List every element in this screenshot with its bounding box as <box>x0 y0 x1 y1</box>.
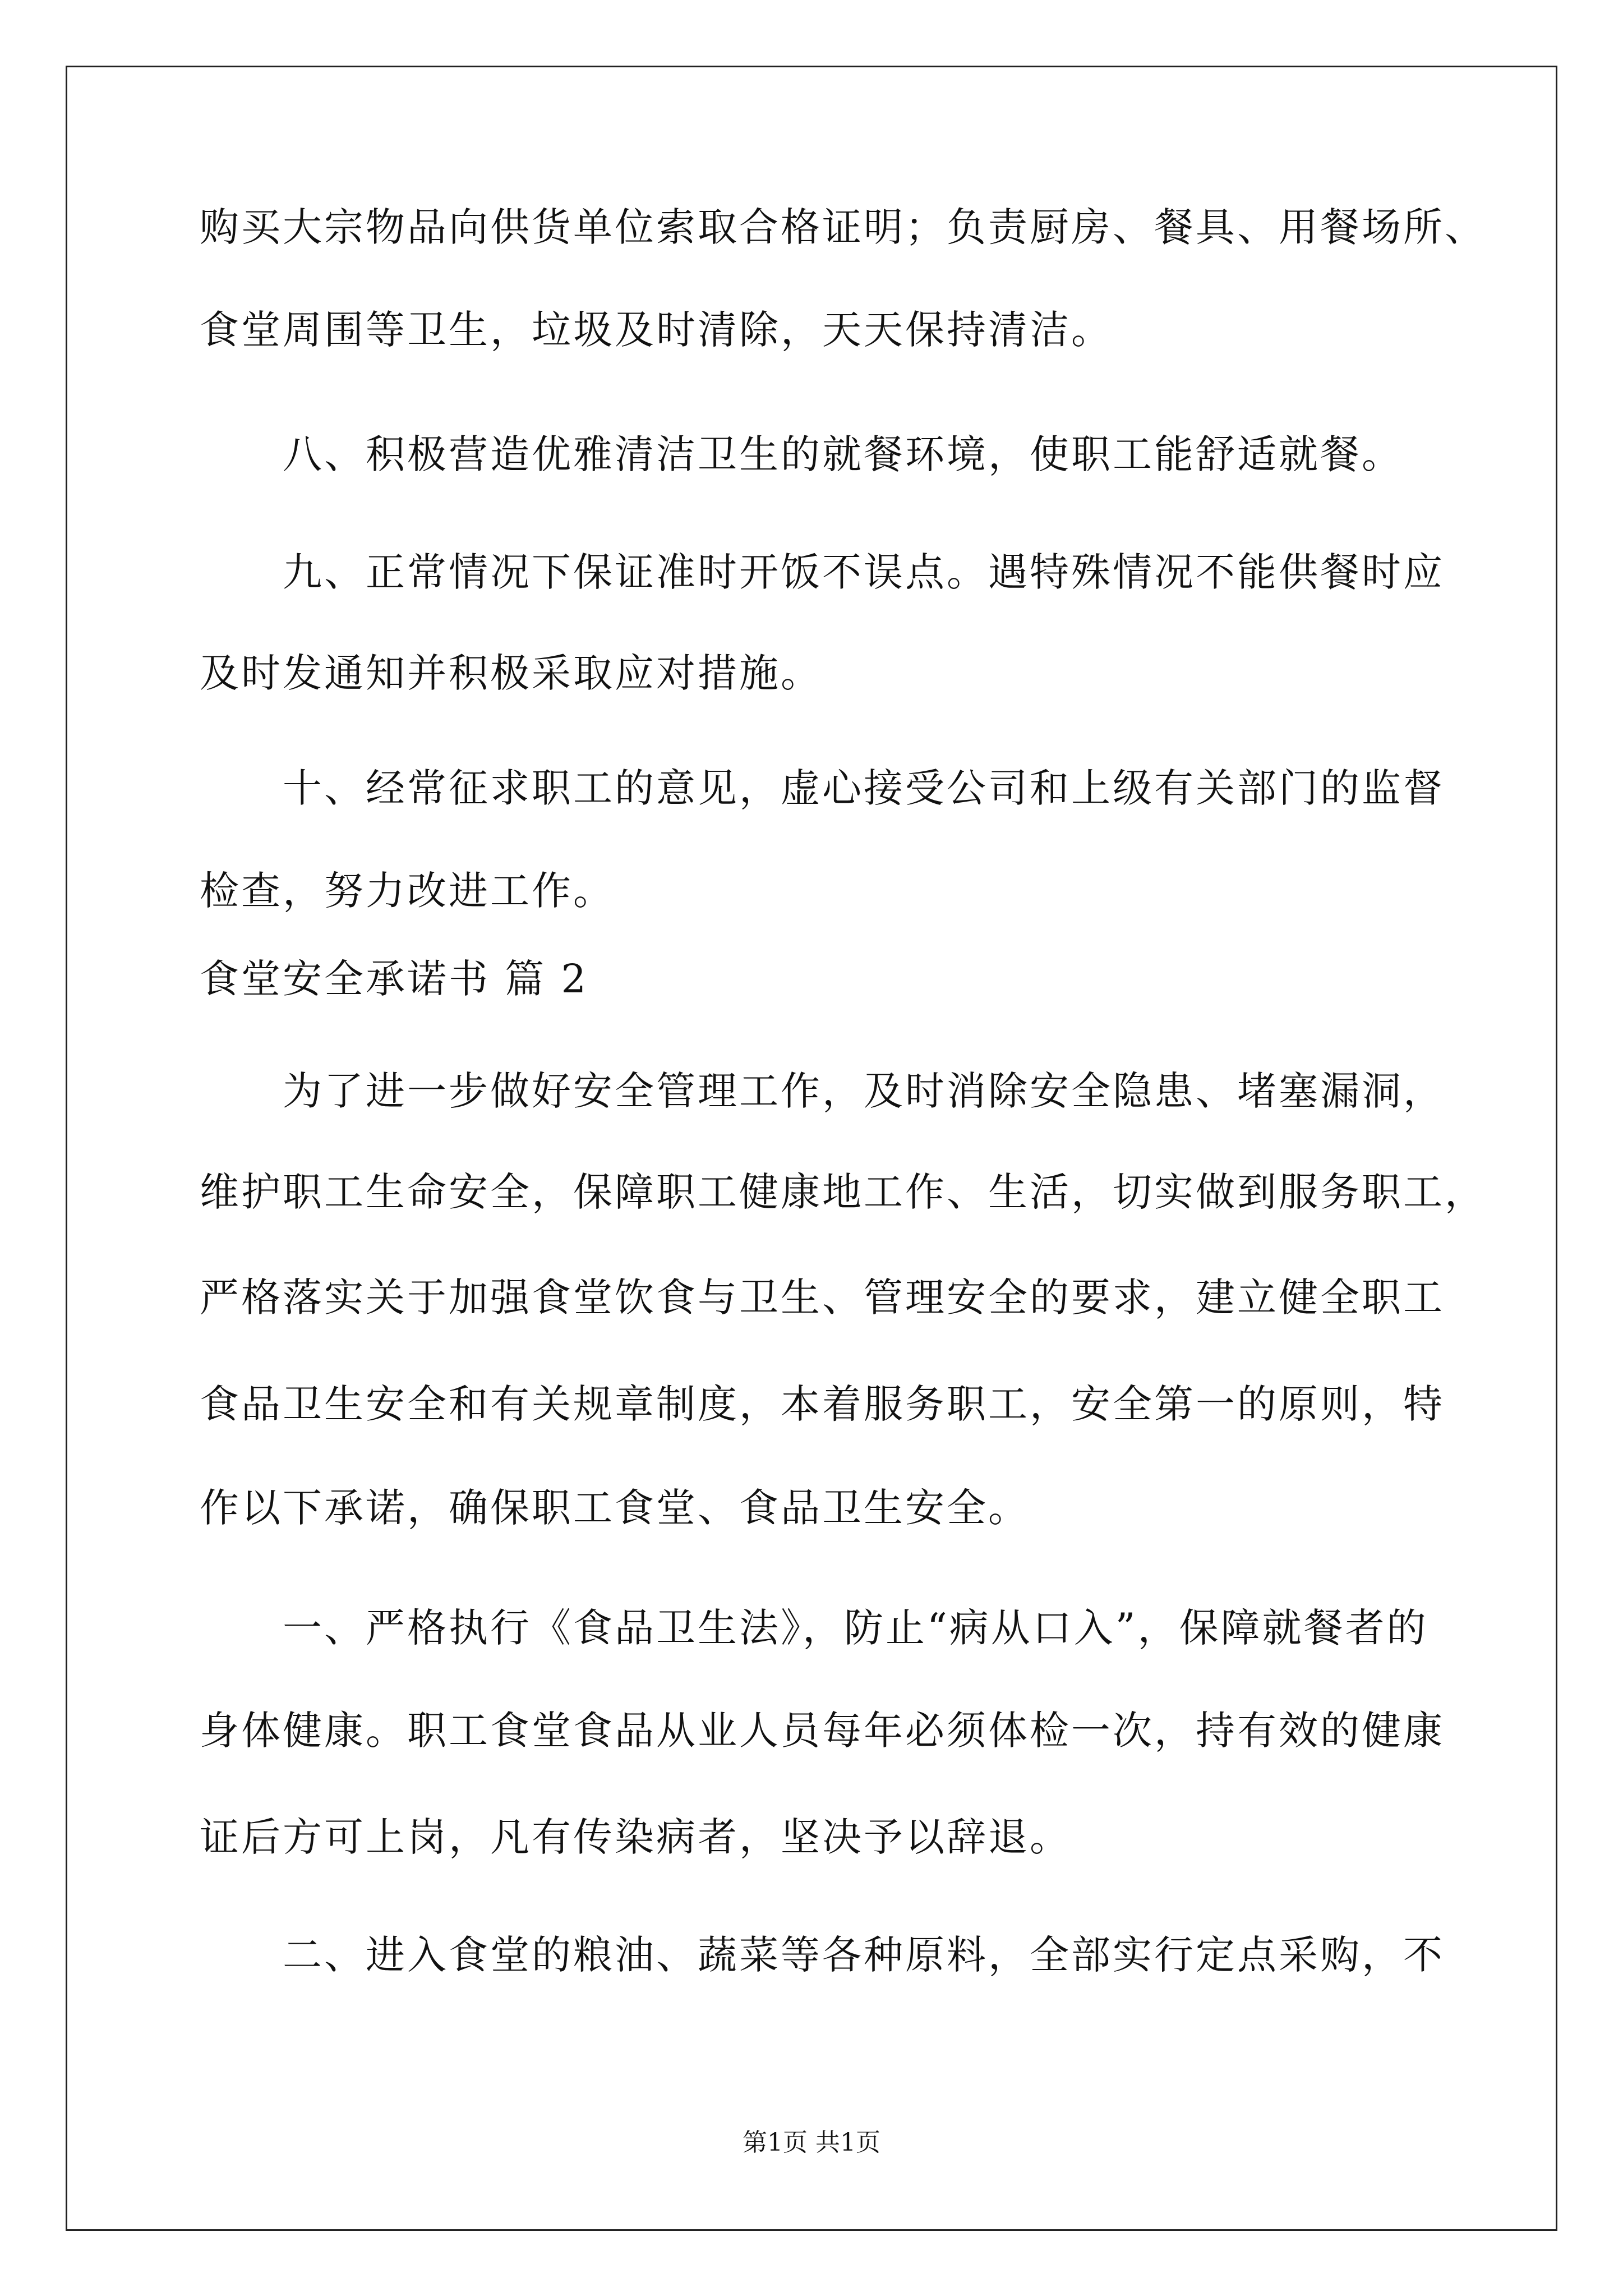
body-line: 作以下承诺，确保职工食堂、食品卫生安全。 <box>200 1485 1030 1531</box>
section-heading: 食堂安全承诺书 篇 2 <box>200 956 589 1002</box>
body-line: 十、经常征求职工的意见，虚心接受公司和上级有关部门的监督 <box>283 765 1445 811</box>
body-line: 二、进入食堂的粮油、蔬菜等各种原料，全部实行定点采购，不 <box>283 1932 1445 1978</box>
body-line: 及时发通知并积极采取应对措施。 <box>200 650 822 696</box>
body-line: 一、严格执行《食品卫生法》，防止“病从口入”，保障就餐者的 <box>283 1605 1428 1651</box>
body-line: 九、正常情况下保证准时开饭不误点。遇特殊情况不能供餐时应 <box>283 549 1445 595</box>
body-line: 检查，努力改进工作。 <box>200 868 615 914</box>
body-line: 八、积极营造优雅清洁卫生的就餐环境，使职工能舒适就餐。 <box>283 431 1403 477</box>
page-footer: 第1页 共1页 <box>743 2128 880 2157</box>
body-line: 购买大宗物品向供货单位索取合格证明；负责厨房、餐具、用餐场所、 <box>200 204 1486 250</box>
body-line: 为了进一步做好安全管理工作，及时消除安全隐患、堵塞漏洞， <box>283 1068 1445 1114</box>
body-line: 身体健康。职工食堂食品从业人员每年必须体检一次，持有效的健康 <box>200 1708 1445 1754</box>
page-border <box>66 66 1557 2231</box>
body-line: 维护职工生命安全，保障职工健康地工作、生活，切实做到服务职工， <box>200 1169 1486 1215</box>
body-line: 食堂周围等卫生，垃圾及时清除，天天保持清洁。 <box>200 307 1113 353</box>
body-line: 证后方可上岗，凡有传染病者，坚决予以辞退。 <box>200 1814 1071 1860</box>
body-line: 食品卫生安全和有关规章制度，本着服务职工，安全第一的原则，特 <box>200 1381 1445 1427</box>
body-line: 严格落实关于加强食堂饮食与卫生、管理安全的要求，建立健全职工 <box>200 1274 1445 1320</box>
